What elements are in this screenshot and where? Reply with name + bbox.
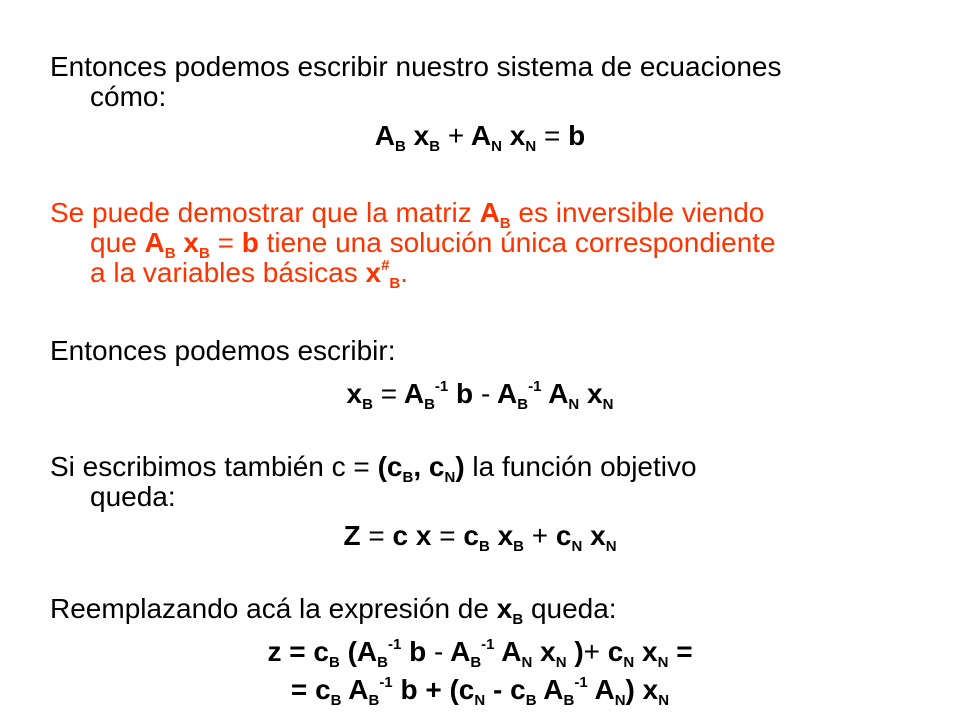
equation-system: $A_B$ $x_B + A_N$ $x_N = b$ <box>374 120 586 155</box>
write-line: Entonces podemos escribir: <box>50 335 396 366</box>
equation-objective: Z = c $x = c_B$ $x_B + c_N$ $x_N$ <box>343 520 617 555</box>
write-paragraph <box>50 336 920 366</box>
equation-substitution-1: $z = c_B$ ($A_B^{-1}$ b - $A_B^{-1}$ $A_N$ $x_N$ )+ $c_N$ $x_N$ = <box>267 636 693 671</box>
intro-line-1: Entonces podemos escribir nuestro sistema de ecuaciones <box>50 51 782 82</box>
invertibility-line-1: Se puede demostrar que la matriz $A_B$ es inversible viendo <box>50 197 765 232</box>
objective-line-2: queda: <box>90 481 176 512</box>
intro-paragraph <box>50 52 920 112</box>
invertibility-line-3: a la variables básicas $x^{\#}_B$. <box>90 257 409 292</box>
objective-line-1: Si escribimos también $c = (c_B$, $c_N$) la función objetivo <box>50 451 697 486</box>
equation-substitution-2: = $c_B$ $A_B^{-1}$ $b + (c_N - c_B$ $A_B^{-1}$ $A_N$) $x_N$ <box>290 674 670 709</box>
objective-paragraph <box>50 452 920 512</box>
replace-paragraph: Reemplazando acá la expresión de $x_B$ queda: <box>50 593 617 628</box>
intro-line-2: cómo: <box>90 81 167 112</box>
invertibility-paragraph <box>50 197 920 292</box>
invertibility-line-2: que $A_B$ $x_B = b$ tiene una solución única correspondiente <box>90 227 776 262</box>
equation-basic-variables: $x_B = A_B^{-1}$ b - $A_B^{-1}$ $A_N$ $x_N$ <box>346 378 614 413</box>
